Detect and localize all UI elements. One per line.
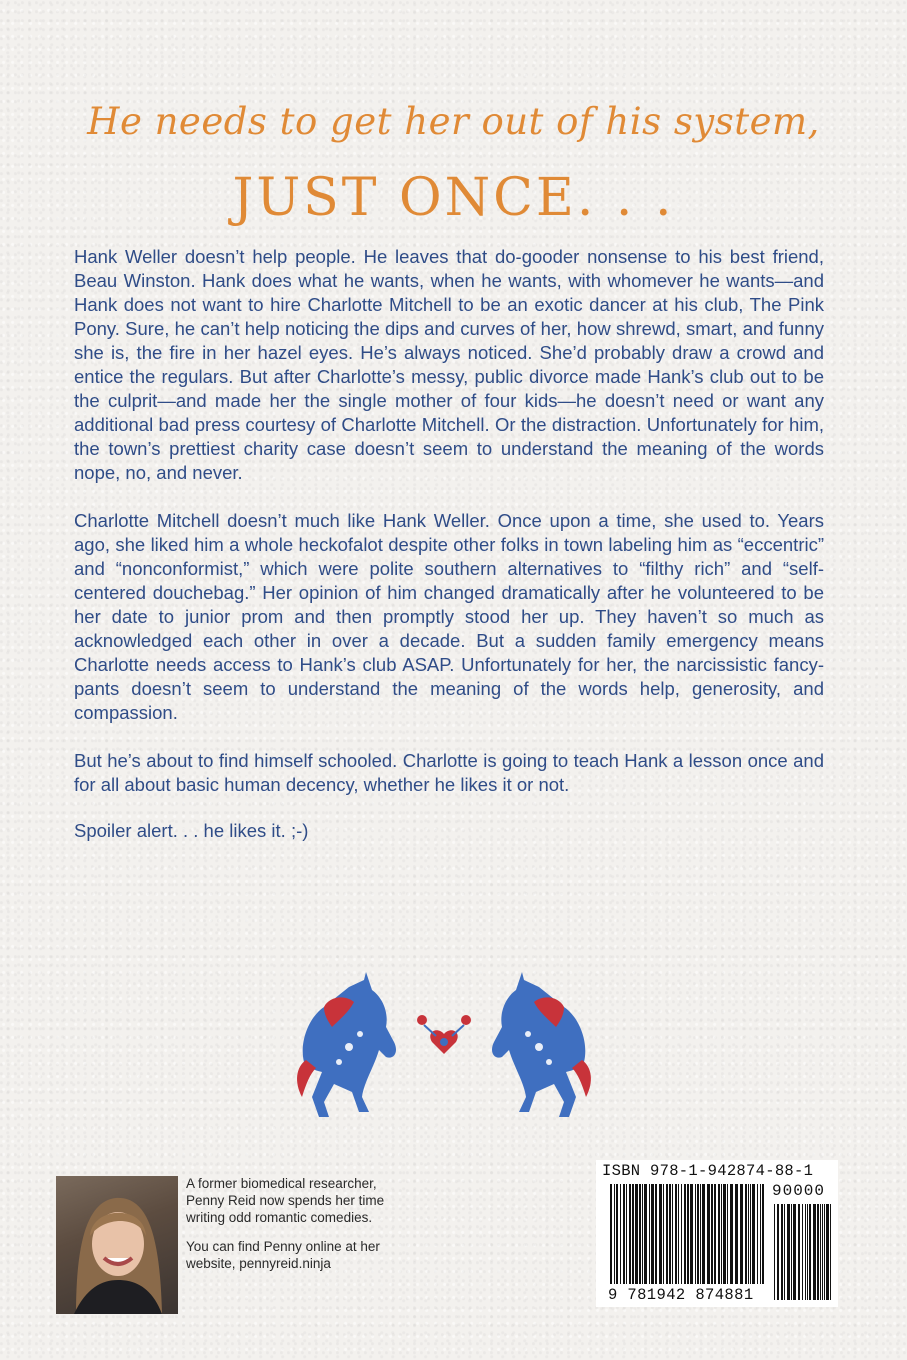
author-bio-text: A former biomedical researcher, Penny Reid now spends her time writing odd romantic comedies. (186, 1176, 385, 1225)
blurb-paragraph-2: Charlotte Mitchell doesn’t much like Hank Weller. Once upon a time, she used to. Years ago, she liked him a whole heckofalot despite other folks in town labeling him as “eccentric” and “nonconformist,” which were polite southern alternatives to “filthy rich” and “self-centered douchebag.” Her opinion of him changed dramatically after he volunteered to be her date to junior prom and then promptly stood her up. They haven’t so much as acknowledged each other in over a decade. But a sudden family emergency means Charlotte needs access to Hank’s club ASAP. Unfortunately for her, the narcissistic fancy-pants doesn’t seem to understand the meaning of the words help, generosity, and compassion. (74, 510, 824, 723)
headline: JUST ONCE. . . (232, 168, 675, 228)
isbn-text: ISBN 978-1-942874-88-1 (602, 1162, 814, 1180)
left-unicorn-icon (297, 972, 396, 1117)
blurb (74, 245, 824, 867)
right-unicorn-icon (492, 972, 591, 1117)
author-photo (56, 1176, 178, 1314)
tagline: He needs to get her out of his system, (87, 100, 820, 143)
author-website-text: You can find Penny online at her website, pennyreid.ninja (186, 1239, 380, 1271)
isbn-barcode (596, 1160, 838, 1307)
blurb-paragraph-1: Hank Weller doesn’t help people. He leaves that do-gooder nonsense to his best friend, Beau Winston. Hank does what he wants, when he wants, with whomever he wants—and Hank does not want to hire Charlotte Mitchell to be an exotic dancer at his club, The Pink Pony. Sure, he can’t help noticing the dips and curves of her, how shrewd, smart, and funny she is, the fire in her hazel eyes. He’s always noticed. She’d probably draw a crowd and entice the regulars. But after Charlotte’s messy, public divorce made Hank’s club out to be the culprit—and made her the single mother of four kids—he doesn’t need or want any additional bad press courtesy of Charlotte Mitchell. Or the distraction. Unfortunately for him, the town’s prettiest charity case doesn’t seem to understand the meaning of the words nope, no, and never. (74, 246, 824, 483)
author-portrait-icon (56, 1176, 178, 1314)
ean-number: 9 781942 874881 (608, 1286, 754, 1304)
author-bio (186, 1175, 401, 1284)
heart-flower-icon (417, 1015, 471, 1054)
price-code: 90000 (772, 1182, 826, 1200)
blurb-paragraph-4: Spoiler alert. . . he likes it. ;-) (74, 820, 309, 841)
unicorns-emblem-icon (294, 972, 594, 1122)
blurb-paragraph-3: But he’s about to find himself schooled. Charlotte is going to teach Hank a lesson once and for all about basic human decency, whether he likes it or not. (74, 750, 824, 795)
